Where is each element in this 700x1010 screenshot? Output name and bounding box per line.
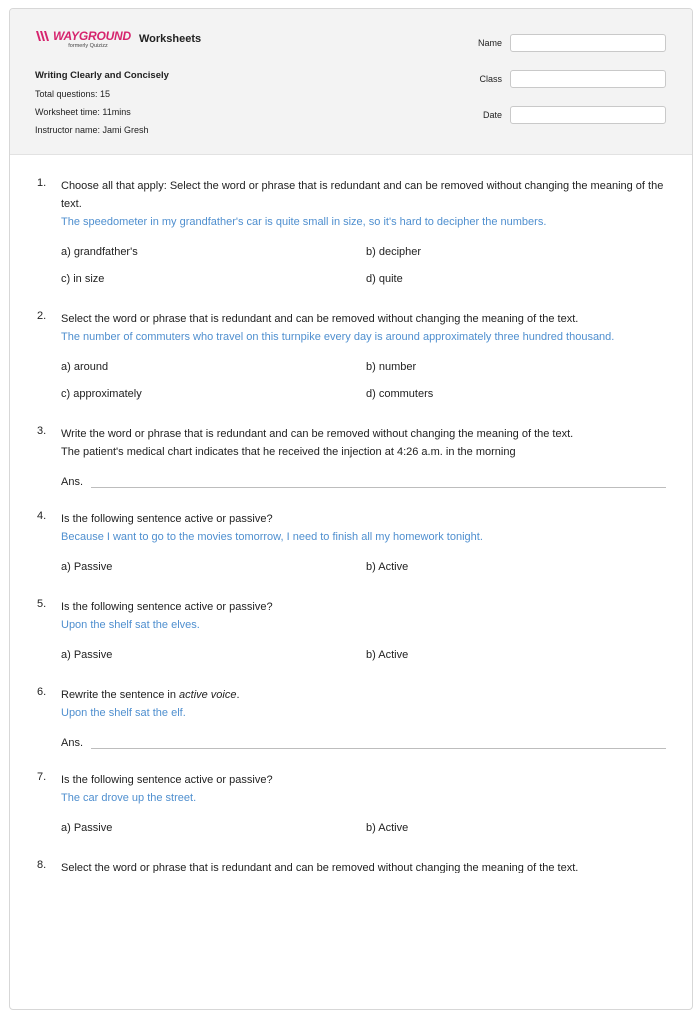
question-prompt	[61, 686, 666, 704]
option-c[interactable]: c) approximately	[61, 388, 142, 400]
option-b[interactable]: b) Active	[366, 561, 409, 573]
date-field[interactable]	[510, 106, 666, 124]
class-row	[478, 69, 666, 89]
option-d[interactable]: d) quite	[366, 273, 403, 285]
question-1	[10, 177, 692, 288]
question-sentence: The patient's medical chart indicates that he received the injection at 4:26 a.m. in the morning	[61, 446, 516, 458]
question-number: 6.	[37, 686, 47, 698]
worksheet-time: Worksheet time: 11mins	[35, 107, 131, 117]
question-prompt: Choose all that apply: Select the word or phrase that is redundant and can be removed without changing the meaning of the text.	[61, 180, 664, 210]
answer-line[interactable]	[91, 736, 666, 749]
question-quote: Upon the shelf sat the elf.	[61, 707, 186, 719]
question-prompt: Write the word or phrase that is redundant and can be removed without changing the meaning of the text.	[61, 428, 574, 440]
option-b[interactable]: b) decipher	[366, 246, 422, 258]
question-list	[10, 177, 692, 873]
answer-options	[61, 646, 666, 664]
question-number: 2.	[37, 310, 47, 322]
option-d[interactable]: d) commuters	[366, 388, 434, 400]
question-3	[10, 425, 692, 488]
name-label: Name	[477, 38, 502, 48]
option-a[interactable]: a) Passive	[61, 561, 113, 573]
class-label: Class	[479, 74, 502, 84]
worksheet	[9, 8, 693, 1010]
answer-label: Ans.	[61, 476, 84, 488]
logo-text: WAYGROUND	[53, 29, 131, 43]
answer-label: Ans.	[61, 737, 84, 749]
brand	[35, 29, 201, 49]
answer-options	[61, 358, 666, 403]
option-a[interactable]: a) Passive	[61, 822, 113, 834]
instructor-name: Instructor name: Jami Gresh	[35, 125, 149, 135]
question-2	[10, 310, 692, 403]
prompt-start: Rewrite the sentence in	[61, 689, 180, 701]
question-quote: The car drove up the street.	[61, 792, 197, 804]
question-8	[10, 859, 692, 873]
class-field[interactable]	[510, 70, 666, 88]
question-prompt: Is the following sentence active or passive?	[61, 774, 273, 786]
question-quote: The number of commuters who travel on this turnpike every day is around approximately three hundred thousand.	[61, 331, 615, 343]
worksheet-meta	[35, 67, 169, 139]
question-quote: Upon the shelf sat the elves.	[61, 619, 200, 631]
question-quote: The speedometer in my grandfather's car is quite small in size, so it's hard to decipher the numbers.	[61, 216, 547, 228]
option-b[interactable]: b) Active	[366, 822, 409, 834]
answer-line[interactable]	[91, 475, 666, 488]
answer-area	[61, 736, 666, 749]
option-a[interactable]: a) grandfather's	[61, 246, 138, 258]
logo-subtitle: formerly Quizizz	[68, 43, 108, 49]
student-fields	[478, 33, 666, 141]
total-questions: Total questions: 15	[35, 89, 111, 99]
date-label: Date	[482, 110, 502, 120]
question-prompt: Select the word or phrase that is redundant and can be removed without changing the meaning of the text.	[61, 862, 579, 873]
question-number: 1.	[37, 177, 47, 189]
name-field[interactable]	[510, 34, 666, 52]
product-name: Worksheets	[138, 33, 202, 45]
prompt-end: .	[236, 689, 240, 701]
answer-options	[61, 558, 666, 576]
answer-area	[61, 475, 666, 488]
question-number: 7.	[37, 771, 47, 783]
option-b[interactable]: b) Active	[366, 649, 409, 661]
logo	[35, 29, 131, 49]
question-6	[10, 686, 692, 749]
answer-options	[61, 243, 666, 288]
option-a[interactable]: a) Passive	[61, 649, 113, 661]
question-prompt: Select the word or phrase that is redundant and can be removed without changing the meaning of the text.	[61, 313, 579, 325]
question-prompt: Is the following sentence active or passive?	[61, 513, 273, 525]
option-b[interactable]: b) number	[366, 361, 417, 373]
worksheet-title: Writing Clearly and Concisely	[35, 70, 169, 81]
question-number: 3.	[37, 425, 47, 437]
question-number: 8.	[37, 859, 47, 871]
date-row	[478, 105, 666, 125]
question-5	[10, 598, 692, 664]
question-prompt: Is the following sentence active or passive?	[61, 601, 273, 613]
prompt-emphasis: active voice	[179, 689, 237, 701]
wayground-logo-icon	[35, 30, 51, 42]
question-7	[10, 771, 692, 837]
option-a[interactable]: a) around	[61, 361, 109, 373]
worksheet-header	[10, 9, 692, 155]
option-c[interactable]: c) in size	[61, 273, 105, 285]
question-4	[10, 510, 692, 576]
question-number: 5.	[37, 598, 47, 610]
name-row	[478, 33, 666, 53]
question-quote: Because I want to go to the movies tomorrow, I need to finish all my homework tonight.	[61, 531, 483, 543]
question-number: 4.	[37, 510, 47, 522]
answer-options	[61, 819, 666, 837]
